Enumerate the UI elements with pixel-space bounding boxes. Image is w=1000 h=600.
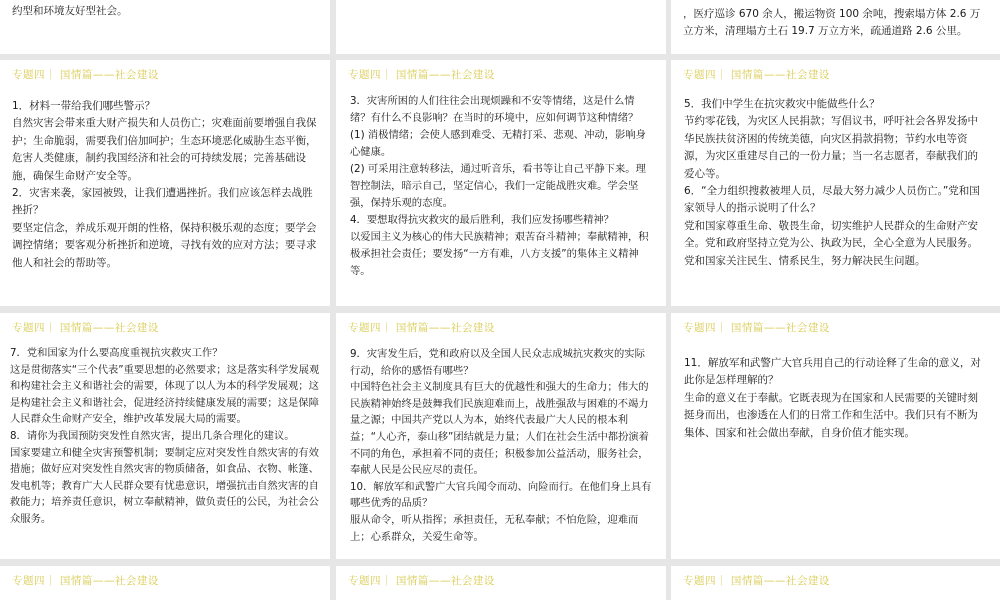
section-tag: 专题四｜ 国情篇——社会建设: [683, 575, 830, 587]
section-tag: 专题四｜ 国情篇——社会建设: [348, 69, 495, 81]
slide-text: 约型和环境友好型社会。: [12, 5, 128, 17]
slide-body: [350, 346, 654, 545]
question: 2．灾害来袭，家园被毁，让我们遭遇挫折。我们应该怎样去战胜挫折？: [12, 187, 313, 217]
question: 4．要想取得抗灾救灾的最后胜利，我们应发扬哪些精神？: [350, 214, 614, 226]
answer: 国家要建立和健全灾害预警机制；要制定应对突发性自然灾害的有效措施；做好应对突发性自然灾害的物质储备，如食品、衣物、帐篷、发电机等；教育广大人民群众要有忧患意识，增强抗击自然灾害的自救能力；培养责任意识，树立奉献精神，做负责任的公民，为社会公众服务。: [10, 446, 319, 525]
question: 7．党和国家为什么要高度重视抗灾救灾工作？: [10, 347, 223, 359]
slide-r2c2: [336, 313, 666, 559]
slide-top-middle: [336, 0, 666, 54]
slide-body: [10, 345, 320, 528]
slide-body: [350, 93, 654, 280]
question: 11．解放军和武警广大官兵用自己的行动诠释了生命的意义，对此你是怎样理解的？: [684, 357, 981, 387]
slide-bottom-middle: [336, 566, 666, 600]
section-tag: 专题四｜ 国情篇——社会建设: [683, 322, 830, 334]
answer: 要坚定信念，养成乐观开朗的性格，保持积极乐观的态度；要学会调控情绪；要客观分析挫折和逆境，寻找有效的应对方法；要寻求他人和社会的帮助等。: [12, 221, 317, 269]
answer: 自然灾害会带来重大财产损失和人员伤亡；灾难面前要增强自我保护；生命脆弱，需要我们倍加呵护；生态环境恶化威胁生态平衡，危害人类健康，制约我国经济和社会的可持续发展；完善基础设施，确保生命财产安全等。: [12, 117, 317, 182]
question: 3．灾害所困的人们往往会出现烦躁和不安等情绪，这是什么情绪？有什么不良影响？在当时的环境中，应如何调节这种情绪？: [350, 95, 639, 124]
section-tag: 专题四｜ 国情篇——社会建设: [348, 575, 495, 587]
slide-body: [12, 98, 318, 272]
section-tag: 专题四｜ 国情篇——社会建设: [348, 322, 495, 334]
answer: (1) 消极情绪；会使人感到难受、无精打采、悲观、冲动，影响身心健康。: [350, 129, 646, 158]
answer: 以爱国主义为核心的伟大民族精神；艰苦奋斗精神；奉献精神，积极承担社会责任；要发扬“一方有难，八方支援”的集体主义精神等。: [350, 231, 649, 277]
question: 6．“全力组织搜救被埋人员，尽最大努力减少人员伤亡。”党和国家领导人的指示说明了什么？: [684, 185, 980, 215]
slide-bottom-left: [0, 566, 330, 600]
section-tag: 专题四｜ 国情篇——社会建设: [12, 575, 159, 587]
answer: 这是贯彻落实“三个代表”重要思想的必然要求；这是落实科学发展观和构建社会主义和谐社会的需要，体现了以人为本的科学发展观；这是构建社会主义和谐社会，促进经济持续健康发展的需要；这是保障人民群众生命财产安全，维护改革发展大局的需要。: [10, 363, 320, 426]
slide-r1c2: [336, 60, 666, 306]
slide-top-left: [0, 0, 330, 54]
answer: 服从命令，听从指挥；承担责任，无私奉献；不怕危险，迎难而上；心系群众，关爱生命等。: [350, 513, 639, 543]
question: 10．解放军和武警广大官兵闻令而动、向险而行。在他们身上具有哪些优秀的品质？: [350, 480, 652, 510]
question: 8．请你为我国预防突发性自然灾害，提出几条合理化的建议。: [10, 429, 295, 442]
slide-r1c3: [671, 60, 1000, 306]
answer: 中国特色社会主义制度具有巨大的优越性和强大的生命力；伟大的民族精神始终是鼓舞我们民族迎难而上，战胜强敌与困难的不竭力量之源；中国共产党以人为本，始终代表最广大人民的根本利益；“人心齐，泰山移”团结就是力量；人们在社会生活中都扮演着不同的角色，承担着不同的责任；积极参加公益活动，服务社会，奉献人民是公民应尽的责任。: [350, 381, 649, 477]
slide-r2c1: [0, 313, 330, 559]
section-tag: 专题四｜ 国情篇——社会建设: [12, 69, 159, 81]
answer: 生命的意义在于奉献。它既表现为在国家和人民需要的关键时刻挺身而出，也渗透在人们的日常工作和生活中。我们只有不断为集体、国家和社会做出奉献，自身价值才能实现。: [684, 391, 978, 439]
answer: 党和国家尊重生命、敬畏生命，切实维护人民群众的生命财产安全。党和政府坚持立党为公、执政为民，全心全意为人民服务。党和国家关注民生、情系民生，努力解决民生问题。: [684, 219, 978, 267]
answer: 节约零花钱，为灾区人民捐款；写倡议书，呼吁社会各界发扬中华民族扶贫济困的传统美德，向灾区捐款捐物；节约水电等资源，为灾区重建尽自己的一份力量；当一名志愿者，奉献我们的爱心等。: [684, 115, 978, 180]
slide-r2c3: [671, 313, 1000, 559]
slide-body: [684, 355, 988, 442]
question: 5．我们中学生在抗灾救灾中能做些什么？: [684, 98, 880, 110]
section-tag: 专题四｜ 国情篇——社会建设: [12, 322, 159, 334]
slide-bottom-right: [671, 566, 1000, 600]
answer: (2) 可采用注意转移法，通过听音乐，看书等让自己平静下来。理智控制法，暗示自己，坚定信心，我们一定能战胜灾难。学会坚强，保持乐观的态度。: [350, 163, 646, 209]
slide-text: ，医疗巡诊 670 余人，搬运物资 100 余吨，搜索塌方体 2.6 万 立方米，清理塌方土石 19.7 万立方米，疏通道路 2.6 公里。: [683, 8, 981, 37]
question: 1．材料一带给我们哪些警示？: [12, 100, 156, 112]
question: 9．灾害发生后，党和政府以及全国人民众志成城抗灾救灾的实际行动，给你的感悟有哪些？: [350, 348, 645, 377]
slide-r1c1: [0, 60, 330, 306]
slide-top-right: [671, 0, 1000, 54]
slide-body: [684, 96, 988, 270]
section-tag: 专题四｜ 国情篇——社会建设: [683, 69, 830, 81]
